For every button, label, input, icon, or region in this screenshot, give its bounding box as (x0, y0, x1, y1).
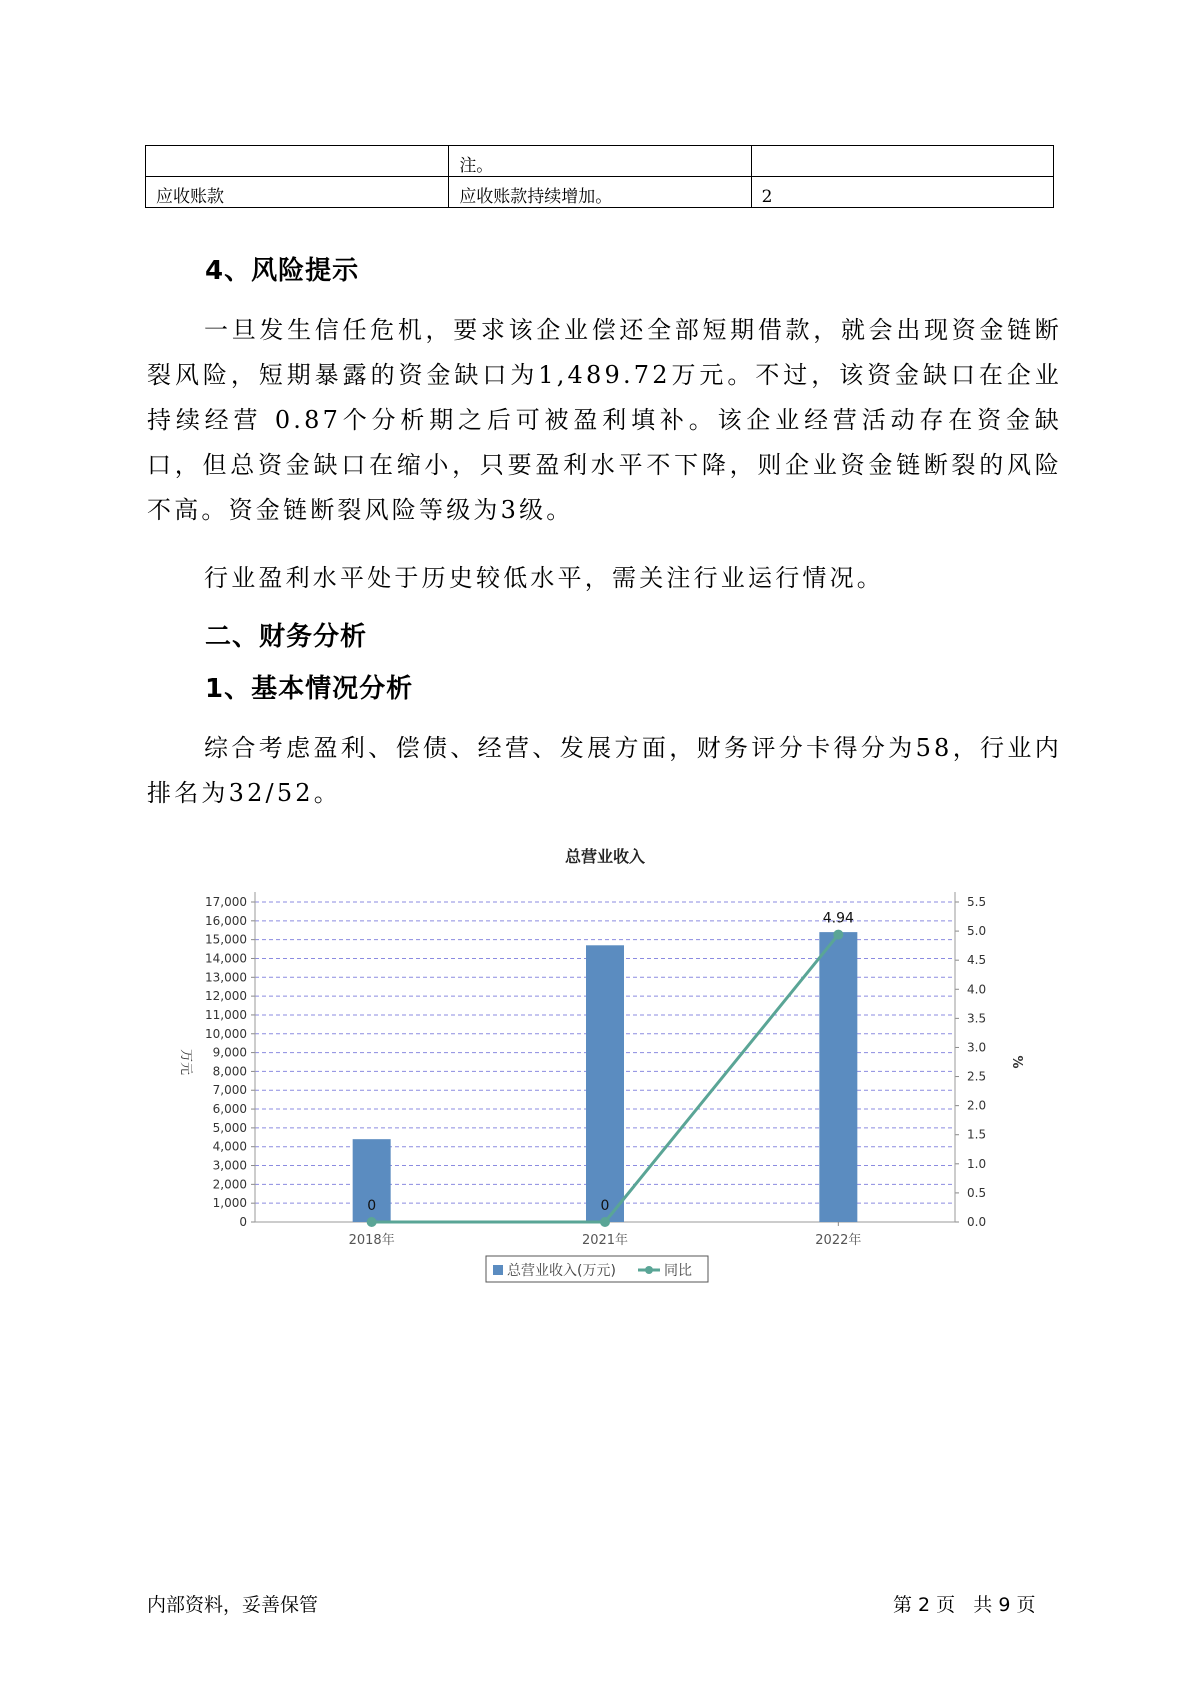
y-tick-label: 5,000 (212, 1120, 247, 1135)
sub-heading-basic: 1、基本情况分析 (205, 674, 414, 704)
table-cell: 应收账款持续增加。 (449, 177, 751, 208)
y-tick-label: 14,000 (205, 951, 247, 966)
data-label: 0 (600, 1198, 610, 1214)
y-tick-label: 11,000 (205, 1007, 247, 1022)
table-row (146, 146, 1054, 177)
legend-label-yoy: 同比 (664, 1263, 692, 1279)
y-tick-label: 9,000 (212, 1045, 247, 1060)
section-heading-risk: 4、风险提示 (205, 256, 360, 286)
y-tick-label: 6,000 (212, 1102, 247, 1117)
line-point (833, 930, 843, 940)
table-row (146, 177, 1054, 208)
x-tick-label: 2018年 (348, 1233, 395, 1248)
legend-swatch-point (645, 1266, 653, 1274)
table-cell: 2 (751, 177, 1053, 208)
bar (819, 932, 857, 1222)
table-cell: 注。 (449, 146, 751, 177)
y-tick-label: 1,000 (212, 1196, 247, 1211)
table-cell (751, 146, 1053, 177)
y-tick-label: 2,000 (212, 1177, 247, 1192)
risk-table (145, 145, 1054, 208)
risk-paragraph-2: 行业盈利水平处于历史较低水平，需关注行业运行情况。 (204, 564, 884, 592)
y-right-tick-label: 1.0 (967, 1156, 987, 1171)
basic-paragraph: 综合考虑盈利、偿债、经营、发展方面，财务评分卡得分为58，行业内排名为32/52。 (147, 734, 1062, 807)
y-right-tick-label: 5.5 (967, 895, 987, 909)
y-right-tick-label: 3.5 (967, 1011, 987, 1026)
risk-paragraph-1: 一旦发生信任危机，要求该企业偿还全部短期借款，就会出现资金链断裂风险，短期暴露的资金缺口为1,489.72万元。不过，该资金缺口在企业持续经营 0.87个分析期之后可被盈利填补。该企业经营活动存在资金缺口，但总资金缺口在缩小，只要盈利水平不下降，则企业资金链断裂的风险不高。资金链断裂风险等级为3级。 (147, 316, 1062, 524)
y-tick-label: 12,000 (205, 989, 247, 1004)
y-tick-label: 4,000 (212, 1139, 247, 1154)
data-label: 0 (367, 1198, 377, 1214)
y-right-tick-label: 3.0 (967, 1040, 987, 1055)
table-cell: 应收账款 (146, 177, 449, 208)
revenue-chart (160, 840, 1040, 1310)
y-tick-label: 15,000 (205, 932, 247, 947)
line-point (600, 1217, 610, 1227)
x-tick-label: 2022年 (815, 1233, 862, 1248)
y-right-tick-label: 4.5 (967, 953, 987, 968)
y-right-tick-label: 2.0 (967, 1098, 987, 1113)
legend-label-revenue: 总营业收入(万元) (507, 1263, 616, 1279)
legend-swatch-bar (493, 1265, 503, 1275)
y-right-tick-label: 4.0 (967, 982, 987, 997)
y-right-tick-label: 1.5 (967, 1127, 987, 1142)
y-right-tick-label: 0.0 (967, 1215, 987, 1229)
footer-page-number: 第 2 页 共 9 页 (893, 1594, 1036, 1616)
y-right-tick-label: 0.5 (967, 1185, 987, 1200)
y-tick-label: 0 (239, 1215, 247, 1229)
table-cell (146, 146, 449, 177)
y-tick-label: 10,000 (205, 1026, 247, 1041)
y-tick-label: 7,000 (212, 1083, 247, 1098)
y-right-tick-label: 2.5 (967, 1069, 987, 1084)
y-axis-label: 万元 (178, 1048, 193, 1076)
bar (586, 945, 624, 1222)
section-heading-financial: 二、财务分析 (205, 622, 368, 652)
data-label: 4.94 (822, 910, 854, 927)
chart-title: 总营业收入 (564, 847, 646, 866)
y-right-axis-label: % (1009, 1055, 1024, 1069)
footer-left: 内部资料，妥善保管 (147, 1594, 319, 1616)
y-tick-label: 8,000 (212, 1064, 247, 1079)
y-tick-label: 3,000 (212, 1158, 247, 1173)
x-tick-label: 2021年 (581, 1233, 629, 1248)
line-point (367, 1217, 377, 1227)
y-tick-label: 17,000 (205, 895, 247, 909)
y-right-tick-label: 5.0 (967, 924, 987, 939)
y-tick-label: 16,000 (205, 913, 247, 928)
y-tick-label: 13,000 (205, 970, 247, 985)
